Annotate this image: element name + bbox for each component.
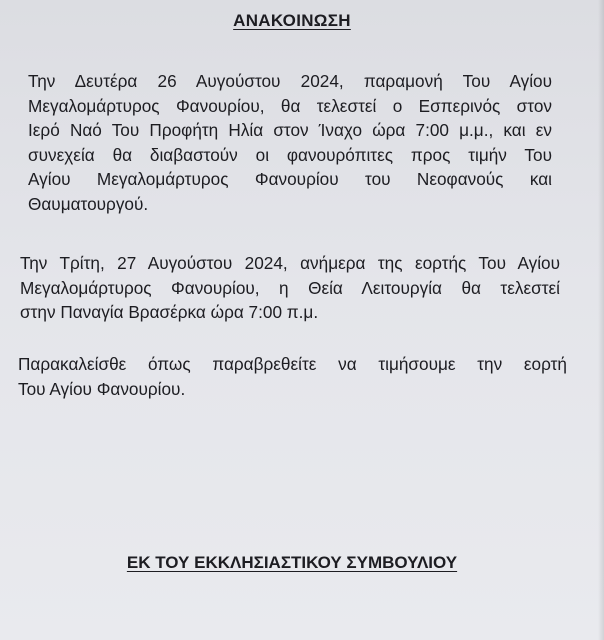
text-line: Αγίου Μεγαλομάρτυρος Φανουρίου του Νεοφανούς και — [28, 169, 552, 189]
announcement-title: ΑΝΑΚΟΙΝΩΣΗ — [233, 11, 351, 30]
text-line: Μεγαλομάρτυρος Φανουρίου, θα τελεστεί ο Εσπερινός στον — [28, 95, 552, 116]
text-line: στην Παναγία Βρασέρκα ώρα 7:00 π.μ. — [20, 302, 319, 322]
paper-shadow-edge — [598, 0, 604, 640]
signature-church-council: ΕΚ ΤΟΥ ΕΚΚΛΗΣΙΑΣΤΙΚΟΥ ΣΥΜΒΟΥΛΙΟΥ — [126, 553, 458, 572]
text-line: Την Δευτέρα 26 Αυγούστου 2024, παραμονή Του Αγίου — [28, 71, 552, 91]
text-line: Ιερό Ναό Του Προφήτη Ηλία στον Ίναχο ώρα 7:00 μ.μ., και εν — [28, 120, 552, 140]
paragraph-invitation — [18, 352, 567, 401]
text-line: συνεχεία θα διαβαστούν οι φανουρόπιτες προς τιμήν Του — [28, 144, 552, 165]
paragraph-vespers — [28, 69, 552, 216]
text-line: Παρακαλείσθε όπως παραβρεθείτε να τιμήσουμε την εορτή — [18, 354, 567, 374]
text-line: Του Αγίου Φανουρίου. — [18, 378, 186, 399]
text-line: Θαυματουργού. — [28, 193, 149, 214]
paragraph-liturgy — [20, 251, 560, 325]
text-line: Την Τρίτη, 27 Αυγούστου 2024, ανήμερα της εορτής Του Αγίου — [20, 253, 560, 273]
text-line: Μεγαλομάρτυρος Φανουρίου, η Θεία Λειτουργία θα τελεστεί — [20, 277, 560, 298]
